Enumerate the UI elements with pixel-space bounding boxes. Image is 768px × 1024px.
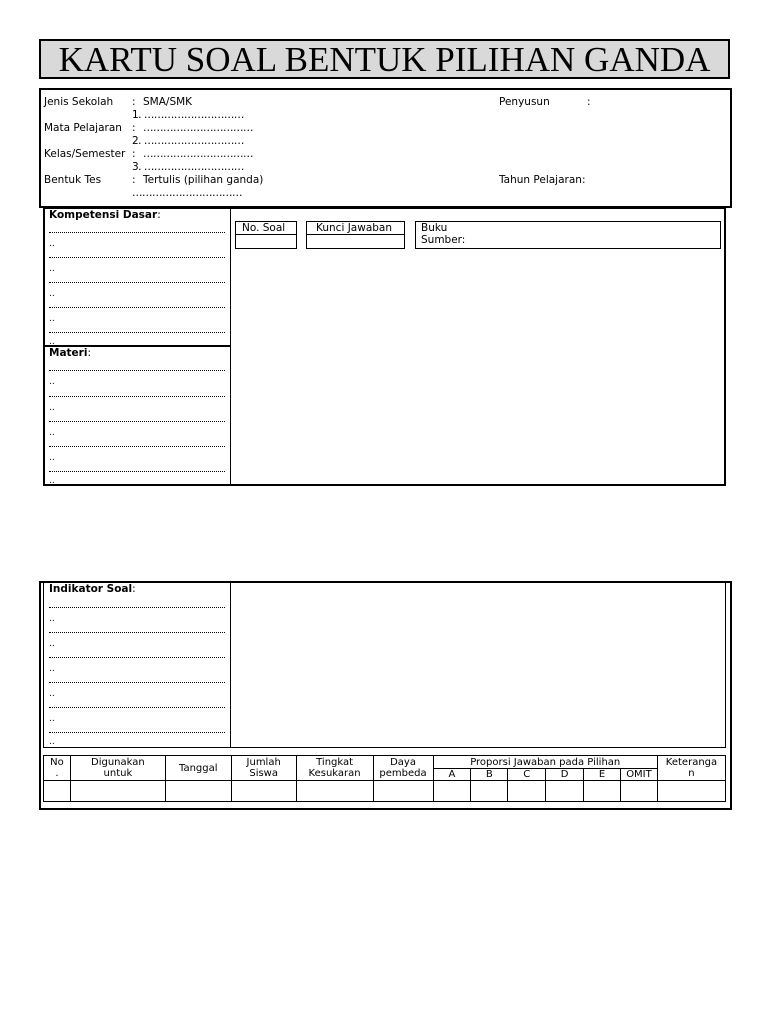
buku-sumber-label-line2: Sumber: xyxy=(421,234,466,246)
indikator-line xyxy=(49,657,225,658)
table-cell[interactable] xyxy=(165,781,231,802)
materi-filler: .. xyxy=(49,476,55,486)
table-row xyxy=(44,781,726,802)
indikator-filler: .. xyxy=(49,614,55,624)
penyusun-item-1: 1. ………………………… xyxy=(132,109,244,121)
kelas-semester-colon: : xyxy=(132,148,136,160)
materi-line xyxy=(49,471,225,472)
kompetensi-line xyxy=(49,332,225,333)
kompetensi-dasar-label: Kompetensi Dasar: xyxy=(49,209,161,221)
penyusun-colon: : xyxy=(587,96,591,108)
kompetensi-line xyxy=(49,232,225,233)
col-digunakan-header: Digunakan untuk xyxy=(70,756,165,781)
materi-label: Materi: xyxy=(49,347,91,359)
kompetensi-line xyxy=(49,307,225,308)
option-omit-header: OMIT xyxy=(621,769,658,781)
table-cell[interactable] xyxy=(373,781,433,802)
option-e-header: E xyxy=(584,769,621,781)
kelas-semester-value: …………………………… xyxy=(143,148,253,160)
penyusun-item-3: 3. ………………………… xyxy=(132,161,244,173)
buku-sumber-label-line1: Buku xyxy=(421,222,448,234)
mata-pelajaran-label: Mata Pelajaran xyxy=(44,122,122,134)
no-soal-divider xyxy=(235,234,297,235)
bentuk-tes-label: Bentuk Tes xyxy=(44,174,102,186)
tahun-pelajaran-value: …………………………… xyxy=(132,187,242,199)
table-cell[interactable] xyxy=(231,781,296,802)
kompetensi-filler: .. xyxy=(49,337,55,347)
kunci-jawaban-label: Kunci Jawaban xyxy=(316,222,393,234)
penyusun-item-2: 2. ………………………… xyxy=(132,135,244,147)
option-c-header: C xyxy=(508,769,546,781)
materi-line xyxy=(49,370,225,371)
table-cell[interactable] xyxy=(433,781,471,802)
indikator-filler: .. xyxy=(49,714,55,724)
materi-filler: .. xyxy=(49,377,55,387)
col-proporsi-header: Proporsi Jawaban pada Pilihan xyxy=(433,756,657,769)
indikator-line xyxy=(49,732,225,733)
kompetensi-filler: .. xyxy=(49,264,55,274)
kelas-semester-label: Kelas/Semester xyxy=(44,148,126,160)
no-soal-label: No. Soal xyxy=(242,222,286,234)
option-d-header: D xyxy=(546,769,584,781)
materi-filler: .. xyxy=(49,428,55,438)
mata-pelajaran-colon: : xyxy=(132,122,136,134)
table-header-row xyxy=(44,756,726,769)
indikator-soal-label: Indikator Soal: xyxy=(49,583,136,595)
materi-filler: .. xyxy=(49,453,55,463)
tahun-pelajaran-label: Tahun Pelajaran: xyxy=(499,174,586,186)
col-daya-header: Daya pembeda xyxy=(373,756,433,781)
table-cell[interactable] xyxy=(70,781,165,802)
table-cell[interactable] xyxy=(44,781,71,802)
option-b-header: B xyxy=(471,769,508,781)
jenis-sekolah-label: Jenis Sekolah xyxy=(44,96,114,108)
mata-pelajaran-value: …………………………… xyxy=(143,122,253,134)
table-cell[interactable] xyxy=(621,781,658,802)
kunci-jawaban-divider xyxy=(306,234,405,235)
materi-filler: .. xyxy=(49,403,55,413)
bentuk-tes-colon: : xyxy=(132,174,136,186)
indikator-filler: .. xyxy=(49,639,55,649)
kompetensi-line xyxy=(49,257,225,258)
bentuk-tes-value: Tertulis (pilihan ganda) xyxy=(143,174,264,186)
materi-line xyxy=(49,396,225,397)
option-a-header: A xyxy=(433,769,471,781)
kompetensi-filler: .. xyxy=(49,314,55,324)
table-cell[interactable] xyxy=(296,781,373,802)
col-jumlah-header: Jumlah Siswa xyxy=(231,756,296,781)
jenis-sekolah-colon: : xyxy=(132,96,136,108)
table-cell[interactable] xyxy=(546,781,584,802)
materi-line xyxy=(49,446,225,447)
indikator-line xyxy=(49,607,225,608)
indikator-line xyxy=(49,682,225,683)
table-footer-dot: . xyxy=(43,802,46,812)
page-title: KARTU SOAL BENTUK PILIHAN GANDA xyxy=(39,39,730,79)
indikator-filler: .. xyxy=(49,664,55,674)
col-no-header: No . xyxy=(44,756,71,781)
jenis-sekolah-value: SMA/SMK xyxy=(143,96,193,108)
materi-line xyxy=(49,421,225,422)
table-cell[interactable] xyxy=(657,781,725,802)
table-cell[interactable] xyxy=(471,781,508,802)
col-tingkat-header: Tingkat Kesukaran xyxy=(296,756,373,781)
table-cell[interactable] xyxy=(584,781,621,802)
kompetensi-filler: .. xyxy=(49,239,55,249)
kompetensi-line xyxy=(49,282,225,283)
indikator-line xyxy=(49,632,225,633)
col-tanggal-header: Tanggal xyxy=(165,756,231,781)
kompetensi-filler: .. xyxy=(49,289,55,299)
indikator-line xyxy=(49,707,225,708)
col-keterangan-header: Keteranga n xyxy=(657,756,725,781)
indikator-filler: .. xyxy=(49,737,55,747)
indikator-filler: .. xyxy=(49,689,55,699)
indikator-divider xyxy=(230,581,231,748)
analysis-table xyxy=(43,755,726,802)
penyusun-label: Penyusun xyxy=(499,96,550,108)
table-cell[interactable] xyxy=(508,781,546,802)
